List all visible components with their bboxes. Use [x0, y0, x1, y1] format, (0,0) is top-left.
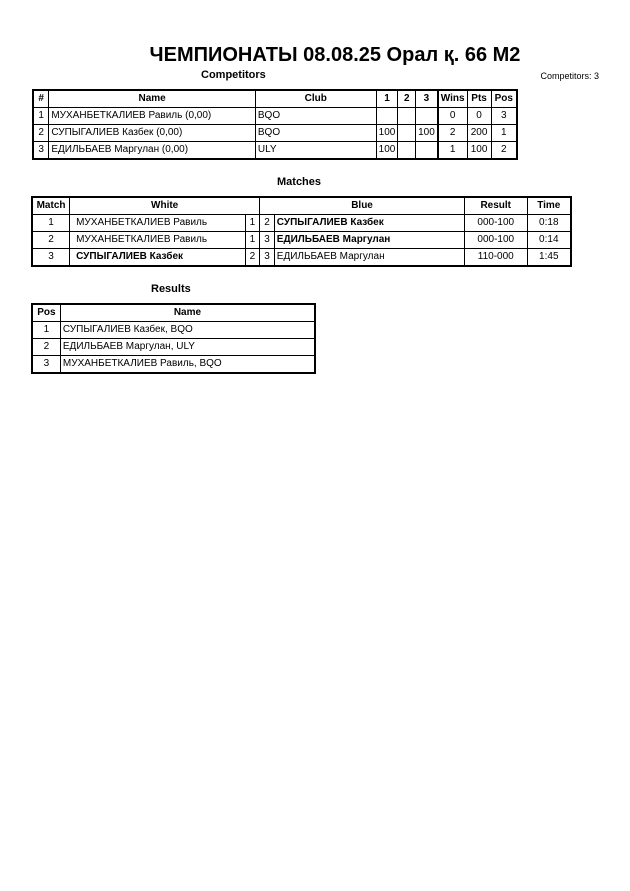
- cell-white: МУХАНБЕТКАЛИЕВ Равиль: [70, 232, 245, 249]
- competitors-count: Competitors: 3: [540, 71, 599, 81]
- table-row: [32, 249, 571, 267]
- cell-time: 0:14: [527, 232, 571, 249]
- cell-name: МУХАНБЕТКАЛИЕВ Равиль, BQO: [60, 356, 315, 374]
- cell-club: ULY: [255, 142, 376, 160]
- cell-wins: 2: [438, 125, 467, 142]
- table-row: [32, 339, 315, 356]
- cell-blue-no: 3: [260, 249, 275, 267]
- col-result: Result: [464, 197, 527, 215]
- cell-white: СУПЫГАЛИЕВ Казбек: [70, 249, 245, 267]
- cell-match: 2: [32, 232, 70, 249]
- cell-club: BQO: [255, 108, 376, 125]
- matches-heading: Matches: [277, 176, 322, 188]
- cell-white-no: 2: [245, 249, 260, 267]
- table-row: [33, 142, 517, 160]
- cell-round-1: [376, 108, 398, 125]
- cell-number: 1: [33, 108, 49, 125]
- cell-result: 000-100: [464, 215, 527, 232]
- cell-blue: СУПЫГАЛИЕВ Казбек: [274, 215, 464, 232]
- cell-pos: 2: [32, 339, 60, 356]
- matches-header-row: [32, 197, 571, 215]
- col-number: #: [33, 90, 49, 108]
- cell-pos: 2: [491, 142, 517, 160]
- cell-pos: 1: [491, 125, 517, 142]
- cell-blue: ЕДИЛЬБАЕВ Маргулан: [274, 249, 464, 267]
- col-time: Time: [527, 197, 571, 215]
- col-match: Match: [32, 197, 70, 215]
- cell-white: МУХАНБЕТКАЛИЕВ Равиль: [70, 215, 245, 232]
- cell-result: 000-100: [464, 232, 527, 249]
- cell-blue: ЕДИЛЬБАЕВ Маргулан: [274, 232, 464, 249]
- cell-time: 1:45: [527, 249, 571, 267]
- competitors-table: [32, 89, 518, 160]
- results-header-row: [32, 304, 315, 322]
- table-row: [32, 356, 315, 374]
- table-row: [33, 125, 517, 142]
- col-name: Name: [49, 90, 256, 108]
- table-row: [33, 108, 517, 125]
- table-row: [32, 215, 571, 232]
- cell-time: 0:18: [527, 215, 571, 232]
- cell-club: BQO: [255, 125, 376, 142]
- cell-pts: 200: [467, 125, 491, 142]
- matches-table: [31, 196, 572, 267]
- cell-round-3: [416, 142, 438, 160]
- col-pos: Pos: [491, 90, 517, 108]
- cell-match: 1: [32, 215, 70, 232]
- col-round-1: 1: [376, 90, 398, 108]
- col-name: Name: [60, 304, 315, 322]
- cell-pos: 3: [32, 356, 60, 374]
- cell-blue-no: 3: [260, 232, 275, 249]
- results-heading: Results: [151, 283, 191, 295]
- col-white: White: [70, 197, 260, 215]
- cell-round-2: [398, 108, 416, 125]
- cell-pos: 3: [491, 108, 517, 125]
- table-row: [32, 232, 571, 249]
- cell-name: МУХАНБЕТКАЛИЕВ Равиль (0,00): [49, 108, 256, 125]
- cell-pts: 100: [467, 142, 491, 160]
- cell-name: ЕДИЛЬБАЕВ Маргулан, ULY: [60, 339, 315, 356]
- cell-name: СУПЫГАЛИЕВ Казбек, BQO: [60, 322, 315, 339]
- col-round-3: 3: [416, 90, 438, 108]
- cell-name: СУПЫГАЛИЕВ Казбек (0,00): [49, 125, 256, 142]
- competitors-heading: Competitors: [201, 69, 266, 81]
- cell-round-3: 100: [416, 125, 438, 142]
- cell-pos: 1: [32, 322, 60, 339]
- cell-name: ЕДИЛЬБАЕВ Маргулан (0,00): [49, 142, 256, 160]
- col-club: Club: [255, 90, 376, 108]
- cell-wins: 0: [438, 108, 467, 125]
- results-table: [31, 303, 316, 374]
- cell-round-3: [416, 108, 438, 125]
- table-row: [32, 322, 315, 339]
- cell-number: 2: [33, 125, 49, 142]
- cell-round-1: 100: [376, 142, 398, 160]
- col-wins: Wins: [438, 90, 467, 108]
- cell-wins: 1: [438, 142, 467, 160]
- col-blue: Blue: [260, 197, 465, 215]
- cell-round-1: 100: [376, 125, 398, 142]
- cell-pts: 0: [467, 108, 491, 125]
- col-round-2: 2: [398, 90, 416, 108]
- col-pos: Pos: [32, 304, 60, 322]
- cell-round-2: [398, 142, 416, 160]
- cell-white-no: 1: [245, 215, 260, 232]
- cell-round-2: [398, 125, 416, 142]
- competitors-header-row: [33, 90, 517, 108]
- cell-white-no: 1: [245, 232, 260, 249]
- cell-match: 3: [32, 249, 70, 267]
- page-title: ЧЕМПИОНАТЫ 08.08.25 Орал қ. 66 M2: [149, 44, 521, 66]
- col-pts: Pts: [467, 90, 491, 108]
- cell-blue-no: 2: [260, 215, 275, 232]
- cell-result: 110-000: [464, 249, 527, 267]
- cell-number: 3: [33, 142, 49, 160]
